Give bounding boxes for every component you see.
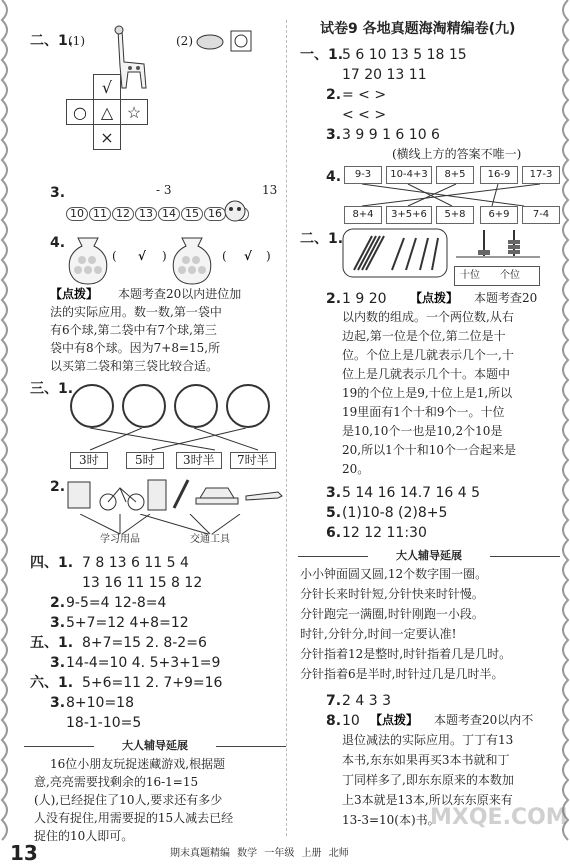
r-note2-line: 19里面有1个十和9个一。十位 [342, 405, 505, 419]
circle-in-square-icon [230, 30, 252, 52]
sec4-label: 3. [50, 615, 66, 631]
sec4-text: 7 8 13 6 11 5 4 [82, 555, 189, 571]
bottom-expr-box: 5+8 [436, 206, 474, 224]
sec6-text: 8+10=18 [66, 695, 134, 711]
r-note3-tag: 【点拨】 [370, 713, 419, 727]
r-note3-first: 本题考查20以内不 [434, 713, 534, 727]
time-label: 3时 [70, 452, 108, 469]
r-sec1-label: 3. [326, 127, 342, 143]
r-q6-number: 6. [326, 525, 342, 541]
note1-line: 本题考查20以内进位加 [118, 287, 242, 301]
r-ext-line: 分针长来时针短,分针快来时针慢。 [300, 587, 484, 601]
r-q6-text: 12 12 11:30 [342, 525, 427, 541]
r-note2-line: 19的个位上是9,十位上是1,所以 [342, 386, 513, 400]
abacus-icon [456, 228, 540, 258]
grouping-lines [80, 514, 270, 536]
r-note3-line: 上3本就是13本,所以东东原来有 [342, 793, 513, 807]
r-sec1-label: 2. [326, 87, 342, 103]
r-note2-line: 20。 [342, 462, 370, 476]
r-note2-line: 边起,第一位是个位,第二位是十 [342, 329, 506, 343]
seq-item: 12 [112, 207, 134, 221]
r-ext-line: 分针跑完一满圈,时针刚跑一小段。 [300, 607, 484, 621]
seq-item: 10 [66, 207, 88, 221]
left-ext-line: 捉住的10人即可。 [34, 829, 134, 843]
seq-item: 13 [135, 207, 157, 221]
left-extension-title: 大人辅导延展 [100, 738, 210, 754]
watermark: MXQE.COM [430, 805, 568, 830]
group-label: 学习用品 [100, 534, 140, 545]
r-note2-line: 是10,10个一也是10,2个10是 [342, 424, 503, 438]
check-mark: √ [138, 249, 146, 263]
r-q7-number: 7. [326, 693, 342, 709]
sec6-label: 3. [50, 695, 66, 711]
note1-tag: 【点拨】 [50, 287, 99, 301]
left-wave-border [0, 0, 14, 868]
sec5-label: 3. [50, 655, 66, 671]
clock-icon [226, 384, 270, 428]
clock-icon [174, 384, 218, 428]
note1-line: 法的实际应用。数一数,第一袋中 [50, 305, 222, 319]
caterpillar-head-icon [222, 196, 248, 224]
time-label: 3时半 [176, 452, 222, 469]
ball-bag-2-icon [168, 232, 216, 286]
sec5-label: 五、1. [30, 635, 74, 651]
left-ext-line: 人没有捉住,用需要捉的15人减去已经 [34, 811, 234, 825]
ball-bag-1-icon [64, 232, 112, 286]
sec4-label: 2. [50, 595, 66, 611]
sec4-label: 四、1. [30, 555, 74, 571]
check-mark: √ [244, 249, 252, 263]
bottom-expr-box: 6+9 [480, 206, 518, 224]
r-q2-text: 1 9 20 [342, 291, 387, 307]
seq-item: 11 [89, 207, 111, 221]
r-note2-line: 以内数的组成。一个两位数,从右 [342, 310, 514, 324]
q4-number: 4. [50, 235, 66, 251]
r-ext-line: 小小钟面圆又圆,12个数字围一圈。 [300, 567, 488, 581]
sec3-label: 三、1. [30, 381, 74, 397]
tens-label: 十位 [460, 270, 480, 281]
r-note3-line: 丁同样多了,即东东原来的本数加 [342, 773, 514, 787]
q3-minus-label: - 3 [156, 183, 172, 197]
sec2-label: 二、1. [30, 33, 74, 49]
r-sec1-text: 17 20 13 11 [342, 67, 427, 83]
left-ext-line: 16位小朋友玩捉迷藏游戏,根据题 [50, 757, 226, 771]
r-note2-tag: 【点拨】 [410, 291, 459, 305]
seq-item: 16 [204, 207, 226, 221]
r-note2-line: 20,所以1个十和10个一合起来是 [342, 443, 516, 457]
bracket-close: ) [162, 249, 167, 263]
r-sec1-text: 3 9 9 1 6 10 6 [342, 127, 440, 143]
page-footer [0, 838, 570, 868]
sec4-text: 13 16 11 15 8 12 [82, 575, 203, 591]
r-note2-line: 位上是几就表示几个十。本题中 [342, 367, 511, 381]
shape-grid [66, 74, 148, 150]
bracket-open: ( [222, 249, 227, 263]
expression-matching-lines [344, 184, 560, 206]
seq-item: 15 [181, 207, 203, 221]
sec3-q2-number: 2. [50, 479, 66, 495]
sec5-text: 14-4=10 4. 5+3+1=9 [66, 655, 221, 671]
eraser-icon [196, 32, 226, 52]
q3-number: 3. [50, 185, 66, 201]
sec2-q1: (1) [68, 34, 85, 48]
r-q7-text: 2 4 3 3 [342, 693, 391, 709]
r-q3-number: 3. [326, 485, 342, 501]
r-q8-text: 10 [342, 713, 360, 729]
r-sec1-text: 5 6 10 13 5 18 15 [342, 47, 467, 63]
top-expr-box: 17-3 [522, 166, 560, 184]
column-divider [286, 20, 287, 836]
sec4-text: 5+7=12 4+8=12 [66, 615, 189, 631]
ones-label: 个位 [500, 270, 520, 281]
r-note2-line: 位。个位上是几就表示几个一,十 [342, 348, 514, 362]
page-number: 13 [10, 841, 38, 865]
r-note3-line: 13-3=10(本)书。 [342, 813, 440, 827]
matching-lines [70, 428, 280, 452]
top-expr-box: 16-9 [480, 166, 518, 184]
r-q3-text: 5 14 16 14.7 16 4 5 [342, 485, 481, 501]
r-ext-line: 分针指着6是半时,时针过几是几时半。 [300, 667, 504, 681]
q3-end-label: 13 [262, 183, 278, 197]
r-sec1-text: = < > [342, 87, 387, 103]
sec6-label: 六、1. [30, 675, 74, 691]
r-q4-number: 4. [326, 169, 342, 185]
r-note2-first: 本题考查20 [474, 291, 538, 305]
bracket-close: ) [266, 249, 271, 263]
right-extension-title: 大人辅导延展 [374, 548, 484, 564]
top-expr-box: 10-4+3 [386, 166, 432, 184]
note1-line: 以买第二袋和第三袋比较合适。 [50, 359, 219, 373]
bracket-open: ( [112, 249, 117, 263]
r-sec2-label: 二、1. [300, 231, 344, 247]
r-q8-number: 8. [326, 713, 342, 729]
r-ext-line: 分针指着12是整时,时针指着几是几时。 [300, 647, 512, 661]
grid-cell: × [94, 125, 121, 150]
bottom-expr-box: 7-4 [522, 206, 560, 224]
grid-cell: ☆ [121, 100, 148, 125]
book-icon [68, 482, 90, 508]
r-q2-number: 2. [326, 291, 342, 307]
footer-info: 期末真题精编 数学 一年级 上册 北师 [170, 848, 349, 859]
r-sec1-note: (横线上方的答案不唯一) [392, 147, 522, 161]
r-sec1-text: < < > [342, 107, 387, 123]
seq-item: 14 [158, 207, 180, 221]
bottom-expr-box: 3+5+6 [386, 206, 432, 224]
time-label: 7时半 [230, 452, 276, 469]
grid-cell: √ [94, 75, 121, 100]
top-expr-box: 8+5 [436, 166, 474, 184]
r-note3-line: 退位减法的实际应用。丁丁有13 [342, 733, 514, 747]
top-expr-box: 9-3 [344, 166, 382, 184]
clock-icon [122, 384, 166, 428]
r-q5-text: (1)10-8 (2)8+5 [342, 505, 448, 521]
time-label: 5时 [126, 452, 164, 469]
right-wave-border [556, 0, 570, 868]
bottom-expr-box: 8+4 [344, 206, 382, 224]
paper-title: 试卷9 各地真题海淘精编卷(九) [320, 21, 516, 37]
r-sec1-label: 一、1. [300, 47, 344, 63]
r-note3-line: 本书,东东如果再买3本书就和丁 [342, 753, 510, 767]
sec6-text: 5+6=11 2. 7+9=16 [82, 675, 223, 691]
group-label: 交通工具 [190, 534, 230, 545]
grid-cell: △ [94, 100, 121, 125]
sec5-text: 8+7=15 2. 8-2=6 [82, 635, 207, 651]
sec6-text: 18-1-10=5 [66, 715, 142, 731]
grid-cell: ○ [67, 100, 94, 125]
note1-line: 袋中有8个球。因为7+8=15,所 [50, 341, 221, 355]
items-row [64, 476, 284, 516]
left-ext-line: (人),已经捉住了10人,要求还有多少 [34, 793, 223, 807]
left-ext-line: 意,亮亮需要找剩余的16-1=15 [34, 775, 199, 789]
sec4-text: 9-5=4 12-8=4 [66, 595, 167, 611]
r-ext-line: 时针,分针分,时间一定要认准! [300, 627, 457, 641]
sec2-q2: (2) [176, 34, 193, 48]
r-q5-number: 5. [326, 505, 342, 521]
note1-line: 有6个球,第二袋中有7个球,第三 [50, 323, 217, 337]
clock-icon [70, 384, 114, 428]
sticks-bundle-icon [342, 228, 448, 278]
